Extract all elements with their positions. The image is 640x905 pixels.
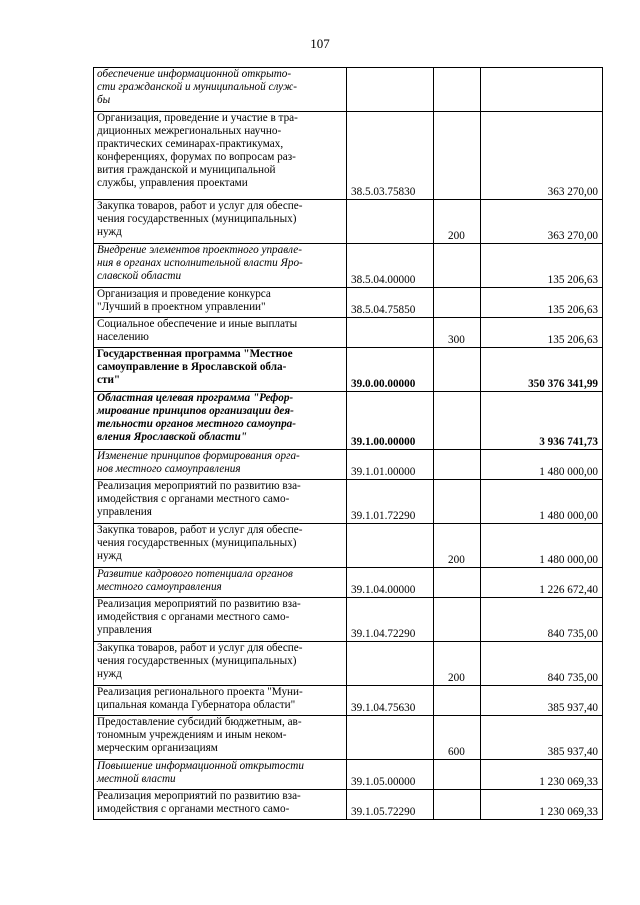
row-code-cell: 39.1.04.72290 [347, 598, 434, 642]
row-amount-cell: 135 206,63 [481, 244, 603, 288]
row-expense-type-cell: 600 [434, 716, 481, 760]
row-name-line: Предоставление субсидий бюджетным, ав- [97, 716, 302, 728]
row-name-cell [94, 318, 347, 348]
row-expense-type-cell [434, 112, 481, 200]
budget-table [93, 67, 603, 820]
table-row [94, 480, 603, 524]
row-expense-type-cell [434, 348, 481, 392]
table-row [94, 392, 603, 450]
row-name-cell [94, 790, 347, 820]
row-name-line: чения государственных (муниципальных) [97, 537, 297, 549]
row-name-cell [94, 288, 347, 318]
row-expense-type-cell [434, 790, 481, 820]
table-row [94, 112, 603, 200]
row-name-line: чения государственных (муниципальных) [97, 655, 297, 667]
row-name-line: управления [97, 506, 152, 518]
row-expense-type-cell [434, 568, 481, 598]
row-name-line: чения государственных (муниципальных) [97, 213, 297, 225]
table-row [94, 318, 603, 348]
row-amount-cell: 135 206,63 [481, 288, 603, 318]
row-name-line: Реализация регионального проекта "Муни- [97, 686, 303, 698]
row-name-line: имодействия с органами местного само- [97, 611, 290, 623]
row-name-line: Закупка товаров, работ и услуг для обеспе- [97, 642, 303, 654]
row-name-line: тельности органов местного самоупра- [97, 418, 296, 430]
row-name-cell [94, 716, 347, 760]
row-name-line: сти" [97, 374, 121, 386]
row-name-line: ния в органах исполнительной власти Яро- [97, 257, 303, 269]
row-code-cell: 39.1.01.00000 [347, 450, 434, 480]
row-amount-cell: 350 376 341,99 [481, 348, 603, 392]
row-name-cell [94, 760, 347, 790]
row-amount-cell: 1 480 000,00 [481, 450, 603, 480]
row-name-line: Изменение принципов формирования орга- [97, 450, 300, 462]
row-name-cell [94, 68, 347, 112]
row-amount-cell: 1 230 069,33 [481, 760, 603, 790]
row-name-line: Государственная программа "Местное [97, 348, 293, 360]
row-name-line: местного самоуправления [97, 581, 222, 593]
row-name-line: сти гражданской и муниципальной служ- [97, 81, 297, 93]
row-name-line: обеспечение информационной открыто- [97, 68, 292, 80]
row-name-cell [94, 568, 347, 598]
row-name-line: Закупка товаров, работ и услуг для обеспе- [97, 524, 303, 536]
table-row [94, 200, 603, 244]
row-name-line: Областная целевая программа "Рефор- [97, 392, 294, 404]
row-name-cell [94, 524, 347, 568]
row-expense-type-cell: 200 [434, 200, 481, 244]
row-code-cell: 38.5.03.75830 [347, 112, 434, 200]
row-amount-cell: 385 937,40 [481, 686, 603, 716]
row-name-line: имодействия с органами местного само- [97, 493, 290, 505]
row-code-cell: 39.0.00.00000 [347, 348, 434, 392]
row-name-line: нужд [97, 668, 122, 680]
row-amount-cell: 1 226 672,40 [481, 568, 603, 598]
row-code-cell: 39.1.04.00000 [347, 568, 434, 598]
row-name-line: самоуправление в Ярославской обла- [97, 361, 287, 373]
row-name-line: Социальное обеспечение и иные выплаты [97, 318, 298, 330]
row-code-cell [347, 318, 434, 348]
row-name-line: бы [97, 94, 111, 106]
row-code-cell: 38.5.04.75850 [347, 288, 434, 318]
row-expense-type-cell [434, 450, 481, 480]
row-expense-type-cell [434, 760, 481, 790]
row-name-cell [94, 480, 347, 524]
row-amount-cell: 1 230 069,33 [481, 790, 603, 820]
table-row [94, 450, 603, 480]
row-amount-cell: 385 937,40 [481, 716, 603, 760]
row-expense-type-cell [434, 244, 481, 288]
table-row [94, 288, 603, 318]
row-name-line: нужд [97, 550, 122, 562]
table-row [94, 68, 603, 112]
row-code-cell [347, 68, 434, 112]
row-code-cell: 39.1.05.00000 [347, 760, 434, 790]
row-code-cell: 38.5.04.00000 [347, 244, 434, 288]
budget-table-body [94, 68, 603, 820]
row-name-line: практических семинарах-практикумах, [97, 138, 284, 150]
row-amount-cell: 135 206,63 [481, 318, 603, 348]
row-name-line: Внедрение элементов проектного управле- [97, 244, 302, 256]
row-amount-cell: 1 480 000,00 [481, 524, 603, 568]
row-amount-cell: 363 270,00 [481, 112, 603, 200]
row-name-line: местной власти [97, 773, 176, 785]
row-expense-type-cell [434, 288, 481, 318]
row-name-cell [94, 642, 347, 686]
row-amount-cell: 840 735,00 [481, 598, 603, 642]
row-name-cell [94, 200, 347, 244]
row-code-cell: 39.1.05.72290 [347, 790, 434, 820]
row-code-cell [347, 716, 434, 760]
row-name-line: нужд [97, 226, 122, 238]
row-code-cell: 39.1.00.00000 [347, 392, 434, 450]
table-row [94, 686, 603, 716]
row-expense-type-cell [434, 686, 481, 716]
row-name-cell [94, 244, 347, 288]
row-expense-type-cell: 200 [434, 524, 481, 568]
page-number: 107 [310, 36, 330, 51]
row-name-line: Развитие кадрового потенциала органов [97, 568, 293, 580]
row-name-line: Организация, проведение и участие в тра- [97, 112, 298, 124]
row-name-line: вления Ярославской области" [97, 431, 247, 443]
row-expense-type-cell [434, 598, 481, 642]
table-row [94, 790, 603, 820]
row-name-cell [94, 392, 347, 450]
row-name-cell [94, 450, 347, 480]
row-name-line: Закупка товаров, работ и услуг для обеспе- [97, 200, 303, 212]
row-name-line: ципальная команда Губернатора области" [97, 699, 296, 711]
row-name-line: Реализация мероприятий по развитию вза- [97, 598, 301, 610]
table-row [94, 642, 603, 686]
row-code-cell [347, 642, 434, 686]
table-row [94, 716, 603, 760]
row-amount-cell: 840 735,00 [481, 642, 603, 686]
row-code-cell: 39.1.01.72290 [347, 480, 434, 524]
table-row [94, 524, 603, 568]
row-amount-cell: 363 270,00 [481, 200, 603, 244]
table-row [94, 568, 603, 598]
row-name-line: Организация и проведение конкурса [97, 288, 271, 300]
row-name-cell [94, 112, 347, 200]
row-name-cell [94, 348, 347, 392]
row-name-line: службы, управления проектами [97, 177, 248, 189]
row-name-cell [94, 598, 347, 642]
table-row [94, 244, 603, 288]
row-name-line: мерческим организациям [97, 742, 218, 754]
row-name-cell [94, 686, 347, 716]
row-name-line: "Лучший в проектном управлении" [97, 301, 266, 313]
row-name-line: нов местного самоуправления [97, 463, 241, 475]
row-name-line: Повышение информационной открытости [97, 760, 304, 772]
row-name-line: управления [97, 624, 152, 636]
row-name-line: населению [97, 331, 149, 343]
row-code-cell [347, 524, 434, 568]
table-row [94, 598, 603, 642]
row-code-cell: 39.1.04.75630 [347, 686, 434, 716]
row-expense-type-cell: 200 [434, 642, 481, 686]
row-amount-cell: 3 936 741,73 [481, 392, 603, 450]
table-row [94, 760, 603, 790]
row-amount-cell: 1 480 000,00 [481, 480, 603, 524]
row-expense-type-cell [434, 68, 481, 112]
row-name-line: мирование принципов организации дея- [97, 405, 294, 417]
table-row [94, 348, 603, 392]
row-expense-type-cell [434, 480, 481, 524]
row-name-line: диционных межрегиональных научно- [97, 125, 282, 137]
row-name-line: вития гражданской и муниципальной [97, 164, 276, 176]
row-amount-cell [481, 68, 603, 112]
row-name-line: Реализация мероприятий по развитию вза- [97, 790, 301, 802]
row-name-line: имодействия с органами местного само- [97, 803, 290, 815]
row-expense-type-cell: 300 [434, 318, 481, 348]
row-expense-type-cell [434, 392, 481, 450]
row-name-line: Реализация мероприятий по развитию вза- [97, 480, 301, 492]
row-name-line: тономным учреждениям и иным неком- [97, 729, 287, 741]
row-name-line: славской области [97, 270, 182, 282]
row-code-cell [347, 200, 434, 244]
row-name-line: конференциях, форумах по вопросам раз- [97, 151, 296, 163]
